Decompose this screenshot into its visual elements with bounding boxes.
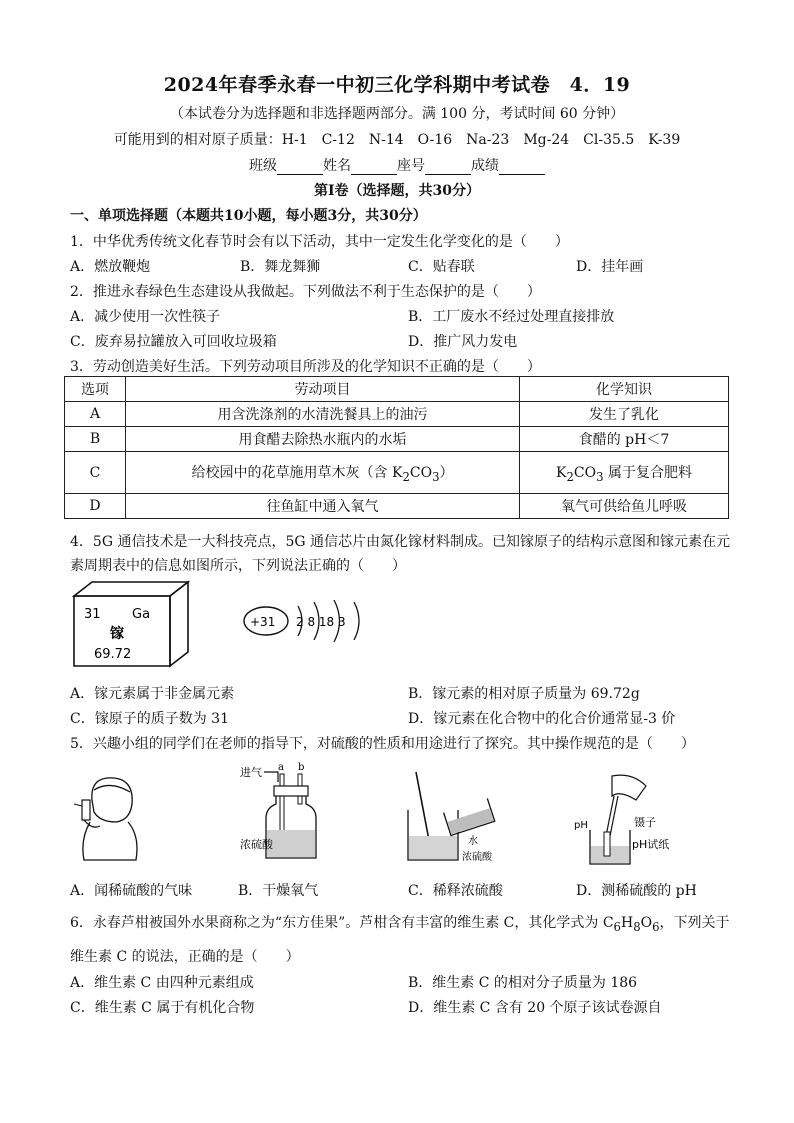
table-row[interactable] [65,402,729,427]
q2-option-a[interactable]: A．减少使用一次性筷子 [70,309,221,325]
q3-row-d-task: 往鱼缸中通入氧气 [126,494,520,519]
q2-option-b[interactable]: B．工厂废水不经过处理直接排放 [408,309,615,325]
atom-structure-diagram [244,600,359,642]
q1-stem: 1．中华优秀传统文化春节时会有以下活动，其中一定发生化学变化的是（ ） [70,234,569,250]
q6-stem-2: 维生素 C 的说法，正确的是（ ） [70,949,300,965]
q3-stem: 3．劳动创造美好生活。下列劳动项目所涉及的化学知识不正确的是（ ） [70,359,541,375]
q5-figure-a-smelling [70,770,146,862]
atom-shells: 2 8 18 3 [296,615,346,629]
part1-title: 第Ⅰ卷（选择题，共30分） [313,183,481,199]
name-label: 姓名 [323,158,351,174]
class-label: 班级 [249,158,277,174]
exam-title: 2024年春季永春一中初三化学科期中考试卷 4．19 [163,74,631,96]
label-conc-acid-2: 浓硫酸 [462,852,492,863]
q3-header-knowledge: 化学知识 [520,377,729,402]
label-tweezers: 镊子 [634,816,656,829]
section-title: 一、单项选择题（本题共10小题，每小题3分，共30分） [70,208,427,224]
q1-option-a[interactable]: A．燃放鞭炮 [70,259,151,275]
label-water: 水 [468,836,478,847]
q2-option-c[interactable]: C．废弃易拉罐放入可回收垃圾箱 [70,334,277,350]
class-blank[interactable] [277,160,323,175]
table-row[interactable] [65,427,729,452]
label-in-gas: 进气 [240,766,262,779]
cell-symbol: Ga [132,607,151,622]
q6-option-b[interactable]: B．维生素 C 的相对分子质量为 186 [408,975,638,991]
q5-option-b[interactable]: B．干燥氧气 [238,883,319,899]
q6-option-a[interactable]: A．维生素 C 由四种元素组成 [70,975,254,991]
label-b: b [298,762,305,773]
name-blank[interactable] [351,160,397,175]
q2-option-d[interactable]: D．推广风力发电 [408,334,518,350]
atom-nucleus: +31 [250,615,276,629]
q5-option-d[interactable]: D．测稀硫酸的 pH [576,883,697,899]
q4-stem-1: 4．5G 通信技术是一大科技亮点，5G 通信芯片由氮化镓材料制成。已知镓原子的结构示意图和镓元素在元 [70,534,730,550]
q4-stem-2: 素周期表中的信息如图所示，下列说法正确的（ ） [70,558,406,574]
q6-stem-1: 6．永春芦柑被国外水果商称之为“东方佳果”。芦柑含有丰富的维生素 C，其化学式为 $C_6H_8O_6$，下列关于 [70,915,730,934]
atomic-masses: 可能用到的相对原子质量：H-1 C-12 N-14 O-16 Na-23 Mg-24 Cl-35.5 K-39 [113,132,681,148]
q6-option-c[interactable]: C．维生素 C 属于有机化合物 [70,1000,255,1016]
q3-header-row [65,377,729,402]
q4-figure [70,578,400,672]
cell-name: 镓 [110,626,124,642]
q3-row-b-knowledge: 食醋的 pH＜7 [520,427,729,452]
exam-note: （本试卷分为选择题和非选择题两部分。满 100 分，考试时间 60 分钟） [169,106,625,122]
q4-option-a[interactable]: A．镓元素属于非金属元素 [70,686,235,702]
score-blank[interactable] [499,160,545,175]
table-row[interactable] [65,494,729,519]
label-ph: pH [574,820,588,831]
q3-row-a-option: A [65,402,126,427]
score-label: 成绩 [471,158,499,174]
q5-figure-c-diluting [402,766,502,866]
q3-row-a-task: 用含洗涤剂的水清洗餐具上的油污 [126,402,520,427]
q1-option-c[interactable]: C．贴春联 [408,259,475,275]
q5-option-c[interactable]: C．稀释浓硫酸 [408,883,503,899]
q3-table [64,376,729,519]
q6-option-d[interactable]: D．维生素 C 含有 20 个原子该试卷源自 [408,1000,662,1016]
q4-option-d[interactable]: D．镓元素在化合物中的化合价通常显-3 价 [408,711,676,727]
seat-blank[interactable] [425,160,471,175]
q3-row-b-option: B [65,427,126,452]
q3-row-a-knowledge: 发生了乳化 [520,402,729,427]
q3-row-d-knowledge: 氧气可供给鱼儿呼吸 [520,494,729,519]
label-a: a [278,762,284,773]
q1-option-b[interactable]: B．舞龙舞狮 [240,259,321,275]
q3-row-b-task: 用食醋去除热水瓶内的水垢 [126,427,520,452]
cell-mass: 69.72 [94,647,132,662]
q3-row-c-knowledge: $K_2CO_3$ 属于复合肥料 [520,452,729,494]
table-row[interactable] [65,452,729,494]
label-conc-acid: 浓硫酸 [240,838,273,851]
label-ph-paper: pH试纸 [632,838,670,851]
q3-row-c-option: C [65,452,126,494]
q2-stem: 2．推进永春绿色生态建设从我做起。下列做法不利于生态保护的是（ ） [70,284,541,300]
q4-option-c[interactable]: C．镓原子的质子数为 31 [70,711,229,727]
q3-header-option: 选项 [65,377,126,402]
periodic-table-cell [74,582,188,666]
q1-option-d[interactable]: D．挂年画 [576,259,644,275]
q4-option-b[interactable]: B．镓元素的相对原子质量为 69.72g [408,686,640,702]
q3-header-task: 劳动项目 [126,377,520,402]
q5-stem: 5．兴趣小组的同学们在老师的指导下，对硫酸的性质和用途进行了探究。其中操作规范的是（ ） [70,736,695,752]
q5-figure-d-ph-test [572,770,682,866]
q5-option-a[interactable]: A．闻稀硫酸的气味 [70,883,193,899]
cell-atomic-number: 31 [84,607,101,622]
q5-figure-b-drying [238,760,338,864]
q3-row-d-option: D [65,494,126,519]
student-info-line [0,155,794,175]
seat-label: 座号 [397,158,425,174]
q3-row-c-task: 给校园中的花草施用草木灰（含 $K_2CO_3$） [126,452,520,494]
